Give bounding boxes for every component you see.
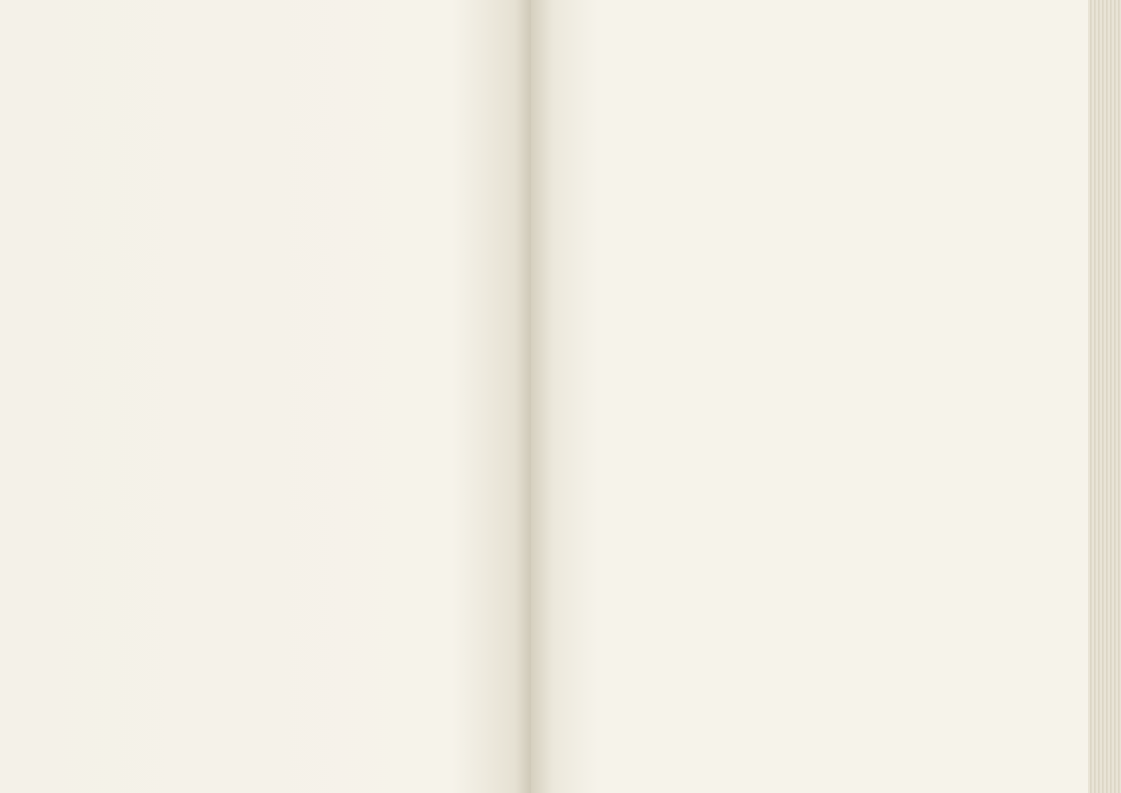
page-stack-edge <box>1088 0 1121 793</box>
right-page <box>531 0 1091 793</box>
left-page <box>0 0 531 793</box>
